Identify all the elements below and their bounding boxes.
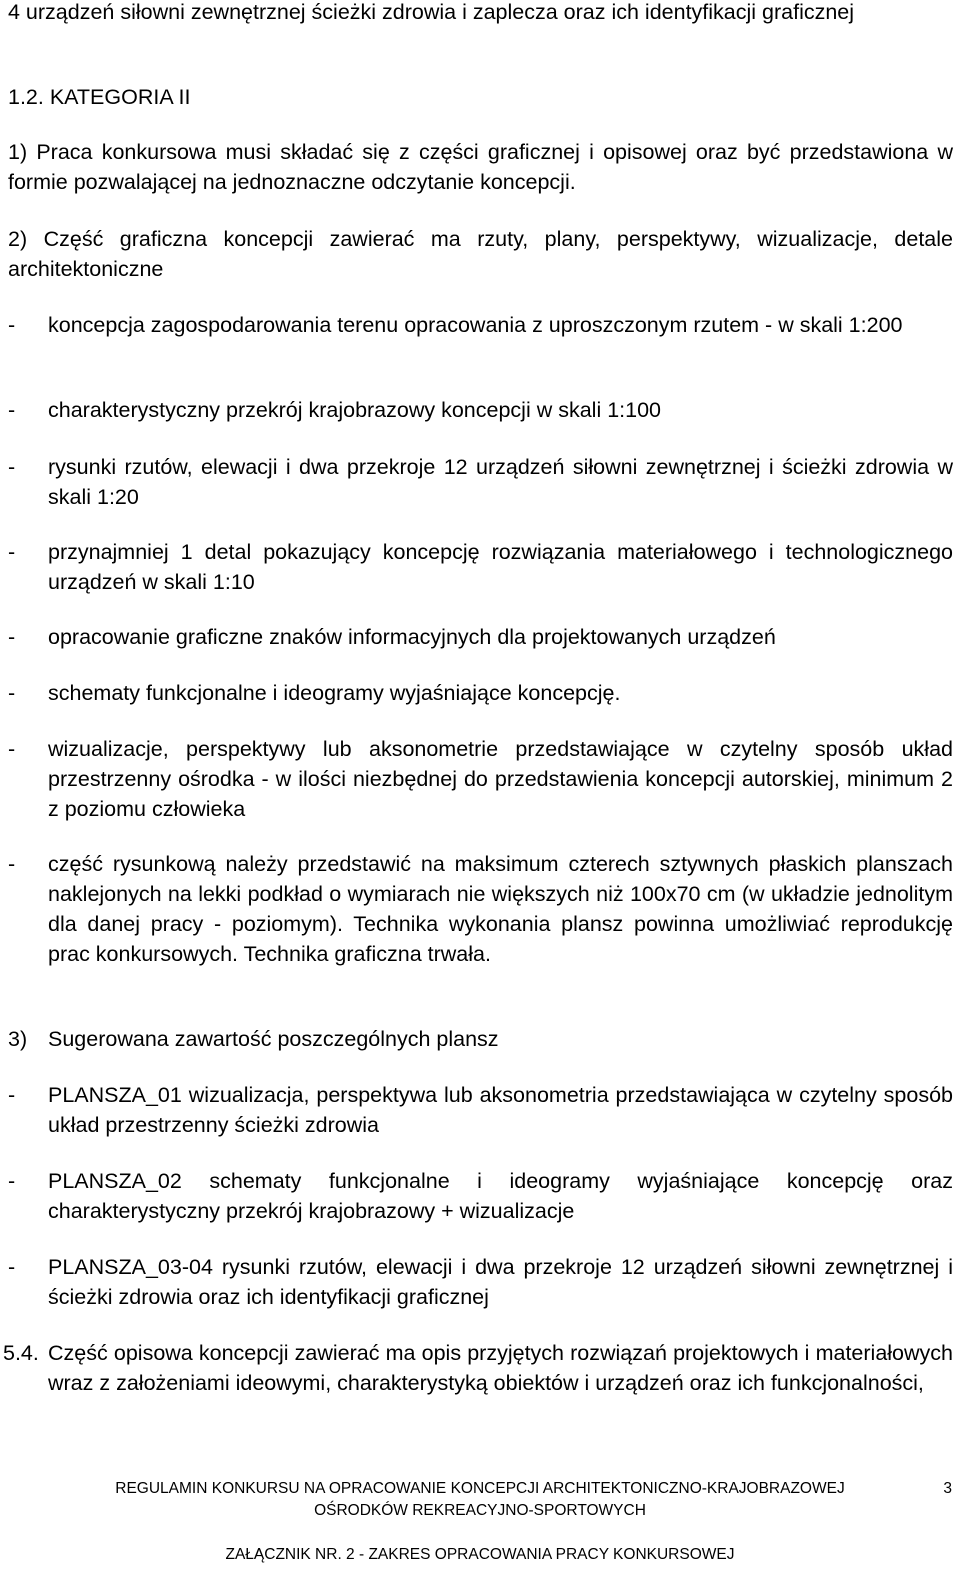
list-marker: - [8,1083,16,1107]
list-item [0,1166,960,1226]
list-item-text: koncepcja zagospodarowania terenu opracowania z uproszczonym rzutem - w skali 1:200 [48,313,903,337]
point-5-4-text: Część opisowa koncepcji zawierać ma opis przyjętych rozwiązań projektowych i materiałowych wraz z założeniami ideowymi, charakterystyką obiektów i urządzeń oraz ich funkcjonalności, [48,1341,953,1395]
intro-paragraph [0,0,960,27]
point-2-marker: 2) [8,227,28,251]
point-1-marker: 1) [8,140,28,164]
list-marker: - [8,398,16,422]
list-item-text: charakterystyczny przekrój krajobrazowy koncepcji w skali 1:100 [48,398,661,422]
list-item [0,1252,960,1312]
list-item-text: PLANSZA_01 wizualizacja, perspektywa lub aksonometria przedstawiająca w czytelny sposób układ przestrzenny ścieżki zdrowia [48,1083,953,1137]
point-3-marker: 3) [8,1027,28,1051]
footer-line-1: REGULAMIN KONKURSU NA OPRACOWANIE KONCEPCJI ARCHITEKTONICZNO-KRAJOBRAZOWEJ [115,1480,845,1497]
point-2-text: Część graficzna koncepcji zawierać ma rzuty, plany, perspektywy, wizualizacje, detale architektoniczne [8,227,953,281]
list-marker: - [8,540,16,564]
list-marker: - [8,737,16,761]
list-item [0,310,960,340]
list-marker: - [8,852,16,876]
page-number: 3 [943,1480,952,1497]
point-1-text: Praca konkursowa musi składać się z części graficznej i opisowej oraz być przedstawiona w formie pozwalającej na jednoznaczne odczytanie koncepcji. [8,140,953,194]
list-marker: - [8,313,16,337]
list-marker: - [8,681,16,705]
list-marker: - [8,455,16,479]
list-item-text: wizualizacje, perspektywy lub aksonometrie przedstawiające w czytelny sposób układ przestrzenny ośrodka - w ilości niezbędnej do przedstawienia koncepcji autorskiej, minimum 2 z poziomu człowieka [48,737,953,821]
intro-text: 4 urządzeń siłowni zewnętrznej ścieżki zdrowia i zaplecza oraz ich identyfikacji graficznej [8,0,855,24]
point-3-text: Sugerowana zawartość poszczególnych plansz [48,1027,499,1051]
list-item [0,1080,960,1140]
list-item [0,849,960,969]
list-marker: - [8,625,16,649]
list-item-text: PLANSZA_02 schematy funkcjonalne i ideogramy wyjaśniające koncepcję oraz charakterystyczny przekrój krajobrazowy + wizualizacje [48,1169,953,1223]
list-item [0,537,960,597]
list-marker: - [8,1169,16,1193]
footer-line-3: ZAŁĄCZNIK NR. 2 - ZAKRES OPRACOWANIA PRACY KONKURSOWEJ [225,1546,735,1563]
list-item [0,678,960,708]
footer-line-2: OŚRODKÓW REKREACYJNO-SPORTOWYCH [314,1502,646,1519]
list-item-text: rysunki rzutów, elewacji i dwa przekroje 12 urządzeń siłowni zewnętrznej i ścieżki zdrowia w skali 1:20 [48,455,953,509]
list-marker: - [8,1255,16,1279]
list-item [0,452,960,512]
list-item [0,734,960,824]
list-item [0,395,960,425]
list-item-text: PLANSZA_03-04 rysunki rzutów, elewacji i dwa przekroje 12 urządzeń siłowni zewnętrznej i ścieżki zdrowia oraz ich identyfikacji graficznej [48,1255,953,1309]
list-item-text: przynajmniej 1 detal pokazujący koncepcję rozwiązania materiałowego i technologicznego urządzeń w skali 1:10 [48,540,953,594]
section-heading: 1.2. KATEGORIA II [8,85,191,109]
list-item-text: opracowanie graficzne znaków informacyjnych dla projektowanych urządzeń [48,625,776,649]
point-1 [0,137,960,197]
list-item-text: część rysunkową należy przedstawić na maksimum czterech sztywnych płaskich planszach naklejonych na lekki podkład o wymiarach nie większych niż 100x70 cm (w układzie jednolitym dla danej pracy - poziomym). Technika wykonania plansz powinna umożliwiać reprodukcję prac konkursowych. Technika graficzna trwała. [48,852,953,966]
point-3 [0,1024,960,1054]
list-item [0,622,960,652]
point-5-4-marker: 5.4. [3,1341,39,1365]
point-2 [0,224,960,284]
list-item-text: schematy funkcjonalne i ideogramy wyjaśniające koncepcję. [48,681,621,705]
point-5-4 [0,1338,960,1398]
section-heading-block [0,82,960,112]
